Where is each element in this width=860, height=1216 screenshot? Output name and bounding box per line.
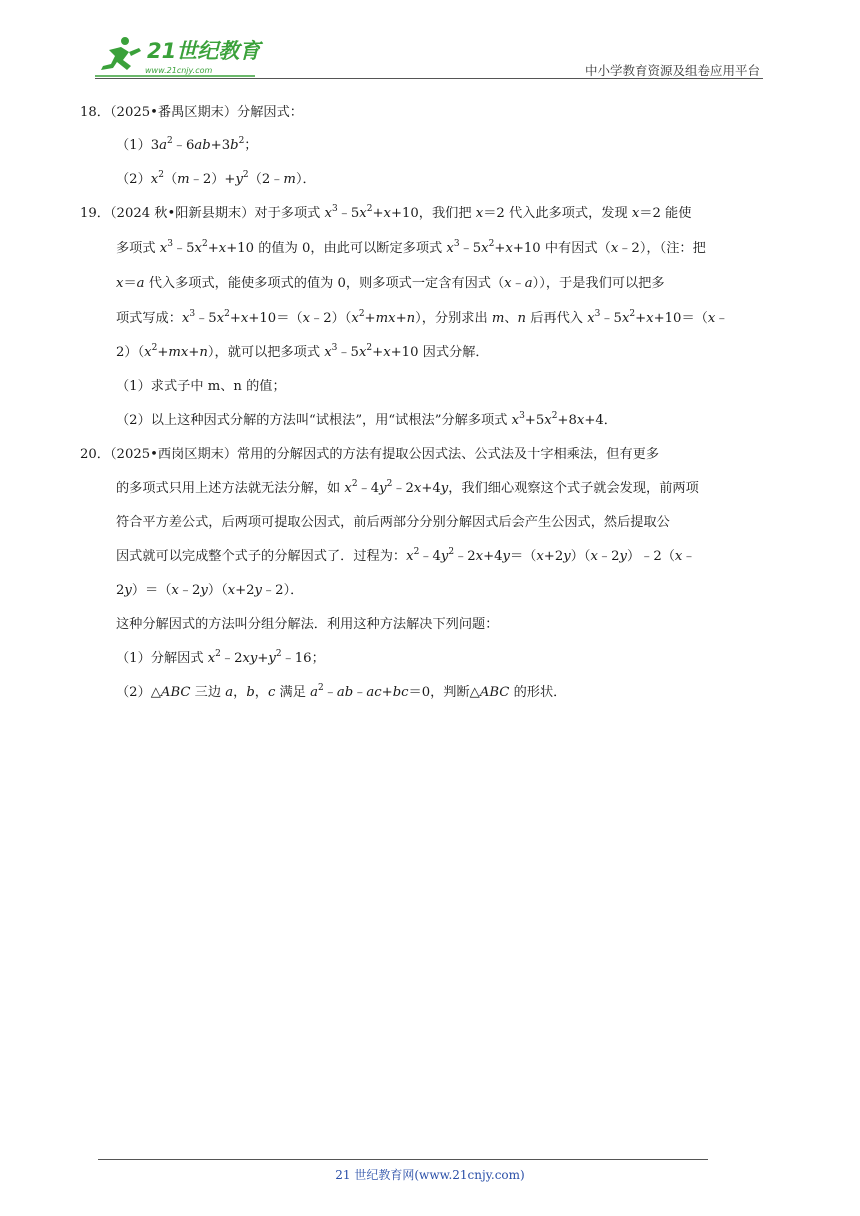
- q19-number: 19．: [80, 206, 110, 221]
- q20-note: 这种分解因式的方法叫分组分解法．利用这种方法解决下列问题：: [116, 617, 499, 632]
- q19-sub2: （2）以上这种因式分解的方法叫“试根法”，用“试根法”分解多项式 $x^3+5x^2+8x+4$．: [116, 411, 617, 428]
- q20-line3: 符合平方差公式，后两项可提取公因式，前后两部分分别分解因式后会产生公因式，然后提取公: [116, 515, 670, 530]
- q18-text: 分解因式：: [237, 105, 303, 120]
- q19-line5: $2)(x^2+mx+n)$，就可以把多项式 $x^3﹣5x^2+x+10$ 因式分解．: [116, 343, 489, 360]
- logo: [95, 34, 265, 80]
- svg-text:www.21cnjy.com: www.21cnjy.com: [145, 66, 213, 75]
- q20-source: （2025•西岗区期末）: [109, 447, 238, 462]
- runner-icon: [101, 37, 141, 70]
- q19-source: （2024 秋•阳新县期末）: [109, 206, 255, 221]
- footer-rule: [98, 1159, 708, 1160]
- q20-sub2: （2）△ABC 三边 a，b，c 满足 $a^2﹣ab﹣ac+bc=0$，判断△ABC 的形状．: [116, 683, 567, 700]
- q20-line1: 20．（2025•西岗区期末）常用的分解因式的方法有提取公因式法、公式法及十字相乘法，但有更多: [80, 447, 660, 462]
- svg-text:21世纪教育: 21世纪教育: [147, 39, 261, 63]
- q18-part1: $(1)3a^2﹣6ab+3b^2$；: [116, 136, 258, 153]
- q20-sub1: （1）分解因式 $x^2﹣2xy+y^2﹣16$；: [116, 649, 325, 666]
- q18-source: （2025•番禺区期末）: [109, 105, 238, 120]
- q18-stem: [80, 104, 303, 122]
- footer-link[interactable]: 21 世纪教育网(www.21cnjy.com): [335, 1168, 525, 1182]
- platform-name: 中小学教育资源及组卷应用平台: [584, 63, 760, 78]
- q19-line4: 项式写成：$x^3﹣5x^2+x+10=(x﹣2)(x^2+mx+n)$，分别求出 m、n 后再代入 $x^3﹣5x^2+x+10=(x﹣$: [116, 309, 729, 326]
- q20-line5: 2y）＝（x﹣2y）（x+2y﹣2）．: [116, 583, 304, 598]
- q19-line1: 19．（2024 秋•阳新县期末）对于多项式 $x^3﹣5x^2+x+10$，我们把 x＝2 代入此多项式，发现 x＝2 能使: [80, 204, 692, 221]
- q19-line2: 多项式 $x^3﹣5x^2+x+10$ 的值为 0，由此可以断定多项式 $x^3﹣5x^2+x+10$ 中有因式（x﹣2），（注：把: [116, 239, 706, 256]
- q20-line2: 的多项式只用上述方法就无法分解，如 $x^2﹣4y^2﹣2x+4y$，我们细心观察这个式子就会发现，前两项: [116, 479, 699, 496]
- q18-number: 18．: [80, 105, 110, 120]
- page-header: [95, 34, 760, 80]
- q19-line3: x＝a 代入多项式，能使多项式的值为 0，则多项式一定含有因式（x﹣a）），于是我们可以把多: [116, 276, 665, 291]
- q19-sub1: （1）求式子中 m、n 的值；: [116, 379, 286, 394]
- q20-number: 20．: [80, 447, 110, 462]
- q18-part2: $(2)x^2(m﹣2)+y^2(2﹣m)$．: [116, 170, 316, 187]
- q20-line4: 因式就可以完成整个式子的分解因式了．过程为：$x^2﹣4y^2﹣2x+4y=(x+2y)(x﹣2y)﹣2(x﹣$: [116, 547, 696, 564]
- header-rule: [95, 78, 763, 79]
